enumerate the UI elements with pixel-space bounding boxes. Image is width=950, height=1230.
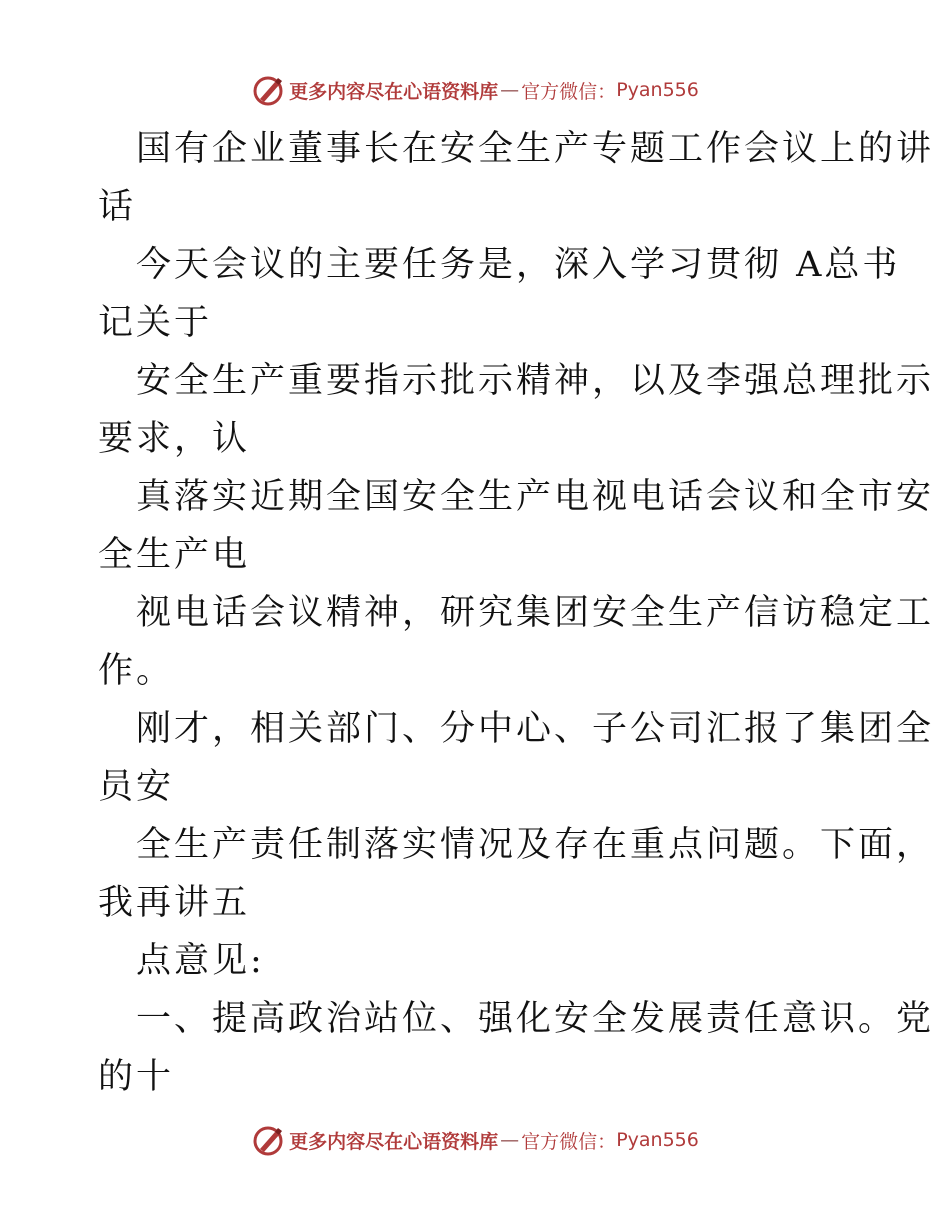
pen-logo-icon	[251, 73, 285, 107]
pen-logo-icon	[251, 1123, 285, 1157]
line-rest: 要求，认	[98, 419, 251, 459]
banner-site-text: 更多内容尽在心语资料库	[289, 1130, 499, 1153]
banner-wechat-label: 官方微信：	[521, 1130, 617, 1153]
line-rest: 的十	[98, 1057, 175, 1097]
line-rest: 员安	[98, 767, 175, 807]
banner-wechat-id: Pyan556	[616, 79, 699, 101]
line-first: 刚才，相关部门、分中心、子公司汇报了集团全	[136, 709, 935, 749]
paragraph-title	[98, 120, 935, 236]
line-rest: 话	[98, 187, 137, 227]
paragraph	[98, 990, 935, 1106]
line-first: 视电话会议精神，研究集团安全生产信访稳定工	[136, 593, 935, 633]
line-first: 全生产责任制落实情况及存在重点问题。下面，	[136, 825, 935, 865]
header-banner	[0, 70, 950, 110]
paragraph	[98, 236, 901, 352]
document-body	[98, 120, 935, 1106]
paragraph	[98, 816, 935, 932]
line-first: 点意见:	[136, 941, 265, 981]
banner-site-text: 更多内容尽在心语资料库	[289, 80, 499, 103]
banner-separator: —	[500, 79, 520, 101]
line-rest: 记关于	[98, 303, 213, 343]
line-rest: 我再讲五	[98, 883, 251, 923]
line-first: 一、提高政治站位、强化安全发展责任意识。党	[136, 999, 935, 1039]
line-rest: 作。	[98, 651, 175, 691]
line-first: 安全生产重要指示批示精神，以及李强总理批示	[136, 361, 935, 401]
banner-wechat-label: 官方微信：	[521, 80, 617, 103]
banner-wechat-id: Pyan556	[616, 1129, 699, 1151]
line-first: 今天会议的主要任务是，深入学习贯彻 A总书	[136, 245, 901, 285]
paragraph	[98, 700, 935, 816]
banner-separator: —	[500, 1129, 520, 1151]
line-first: 真落实近期全国安全生产电视电话会议和全市安	[136, 477, 935, 517]
footer-banner	[0, 1120, 950, 1160]
paragraph	[98, 932, 858, 990]
paragraph	[98, 584, 935, 700]
paragraph	[98, 352, 935, 468]
paragraph	[98, 468, 935, 584]
line-first: 国有企业董事长在安全生产专题工作会议上的讲	[136, 129, 935, 169]
line-rest: 全生产电	[98, 535, 251, 575]
